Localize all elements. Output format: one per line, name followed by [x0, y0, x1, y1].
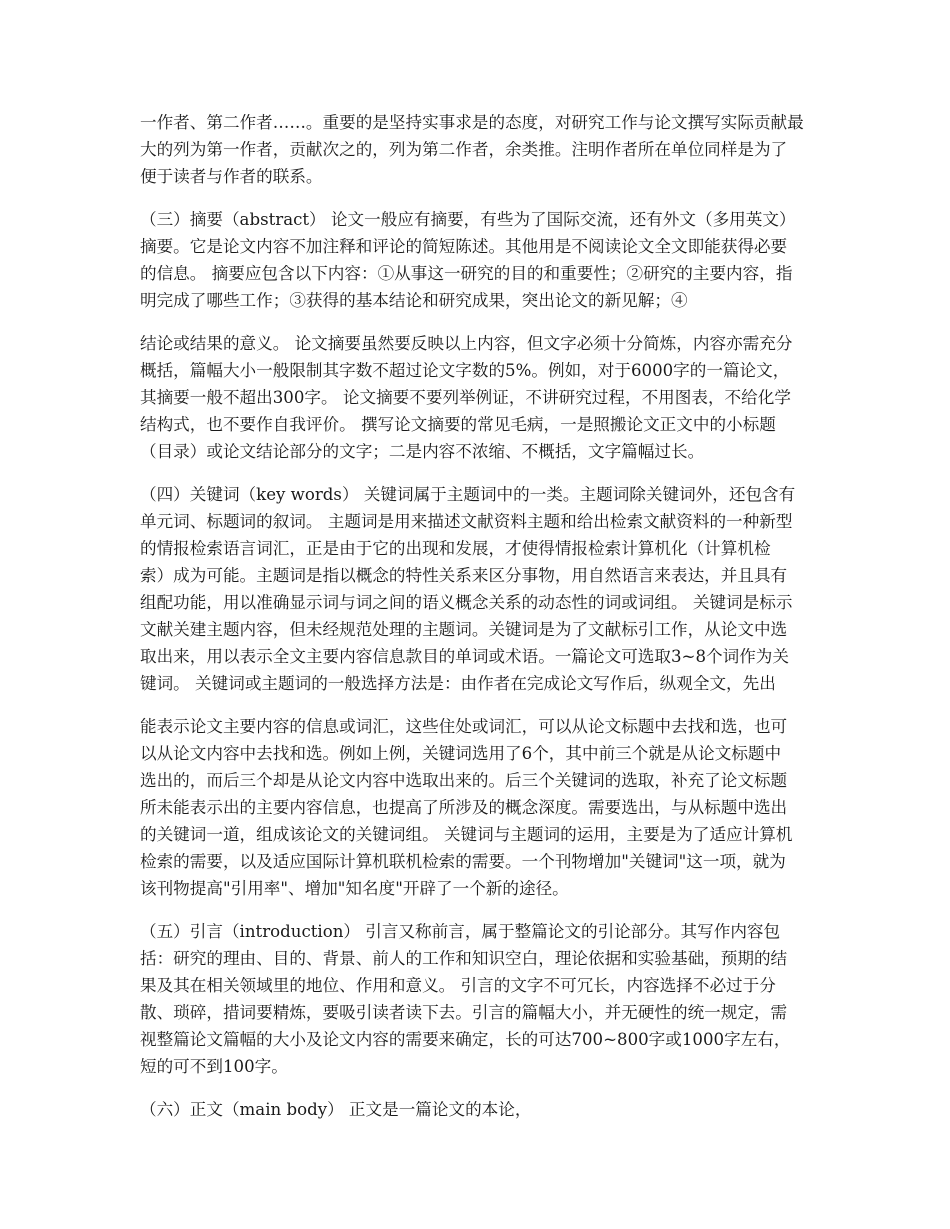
text-line: （五）引言（introduction） 引言又称前言，属于整篇论文的引论部分。其写作内容包 — [140, 922, 781, 941]
text-line: 取出来，用以表示全文主要内容信息款目的单词或术语。一篇论文可选取3~8个词作为关 — [140, 647, 789, 666]
text-line: 果及其在相关领域里的地位、作用和意义。 引言的文字不可冗长，内容选择不必过于分 — [140, 976, 776, 995]
text-line: 的信息。 摘要应包含以下内容：①从事这一研究的目的和重要性；②研究的主要内容，指 — [140, 264, 793, 283]
text-line: （四）关键词（key words） 关键词属于主题词中的一类。主题词除关键词外，还包含有 — [140, 485, 796, 504]
text-line: 大的列为第一作者，贡献次之的，列为第二作者，余类推。注明作者所在单位同样是为了 — [140, 140, 788, 159]
text-line: 结论或结果的意义。 论文摘要虽然要反映以上内容，但文字必须十分简炼，内容亦需充分 — [140, 334, 793, 353]
text-line: 括：研究的理由、目的、背景、前人的工作和知识空白，理论依据和实验基础，预期的结 — [140, 949, 788, 968]
text-line: （目录）或论文结论部分的文字；二是内容不浓缩、不概括，文字篇幅过长。 — [140, 442, 705, 461]
text-line: （六）正文（main body） 正文是一篇论文的本论， — [140, 1100, 532, 1119]
text-line: 一作者、第二作者……。重要的是坚持实事求是的态度，对研究工作与论文撰写实际贡献最 — [140, 113, 804, 132]
text-line: 以从论文内容中去找和选。例如上例，关键词选用了6个，其中前三个就是从论文标题中 — [140, 744, 782, 763]
text-line: 能表示论文主要内容的信息或词汇，这些住处或词汇，可以从论文标题中去找和选，也可 — [140, 717, 788, 736]
text-line: 概括，篇幅大小一般限制其字数不超过论文字数的5%。例如，对于6000字的一篇论文， — [140, 361, 790, 380]
text-line: 便于读者与作者的联系。 — [140, 167, 323, 186]
text-line: 的情报检索语言词汇，正是由于它的出现和发展，才使得情报检索计算机化（计算机检 — [140, 539, 771, 558]
text-line: 其摘要一般不超出300字。 论文摘要不要列举例证，不讲研究过程，不用图表，不给化学 — [140, 388, 791, 407]
text-line: 检索的需要，以及适应国际计算机联机检索的需要。一个刊物增加"关键词"这一项，就为 — [140, 852, 786, 871]
text-line: 该刊物提高"引用率"、增加"知名度"开辟了一个新的途径。 — [140, 879, 569, 898]
text-line: 单元词、标题词的叙词。 主题词是用来描述文献资料主题和给出检索文献资料的一种新型 — [140, 512, 793, 531]
text-line: 键词。 关键词或主题词的一般选择方法是：由作者在完成论文写作后，纵观全文，先出 — [140, 674, 776, 693]
text-line: 文献关建主题内容，但未经规范处理的主题词。关键词是为了文献标引工作，从论文中选 — [140, 620, 788, 639]
text-line: 索）成为可能。主题词是指以概念的特性关系来区分事物，用自然语言来表达，并且具有 — [140, 566, 788, 585]
text-line: 的关键词一道，组成该论文的关键词组。 关键词与主题词的运用，主要是为了适应计算机 — [140, 825, 793, 844]
text-line: 散、琐碎，措词要精炼，要吸引读者读下去。引言的篇幅大小，并无硬性的统一规定，需 — [140, 1003, 788, 1022]
text-line: 组配功能，用以准确显示词与词之间的语义概念关系的动态性的词或词组。 关键词是标示 — [140, 593, 793, 612]
text-line: 短的可不到100字。 — [140, 1057, 288, 1076]
text-line: 视整篇论文篇幅的大小及论文内容的需要来确定，长的可达700~800字或1000字左右， — [140, 1030, 791, 1049]
text-line: 结构式，也不要作自我评价。 撰写论文摘要的常见毛病，一是照搬论文正文中的小标题 — [140, 415, 776, 434]
text-line: 所未能表示出的主要内容信息，也提高了所涉及的概念深度。需要选出，与从标题中选出 — [140, 798, 788, 817]
text-line: 选出的，而后三个却是从论文内容中选取出来的。后三个关键词的选取，补充了论文标题 — [140, 771, 788, 790]
text-line: 摘要。它是论文内容不加注释和评论的简短陈述。其他用是不阅读论文全文即能获得必要 — [140, 237, 788, 256]
text-line: 明完成了哪些工作；③获得的基本结论和研究成果，突出论文的新见解；④ — [140, 291, 688, 310]
text-line: （三）摘要（abstract） 论文一般应有摘要，有些为了国际交流，还有外文（多用英文） — [140, 210, 796, 229]
